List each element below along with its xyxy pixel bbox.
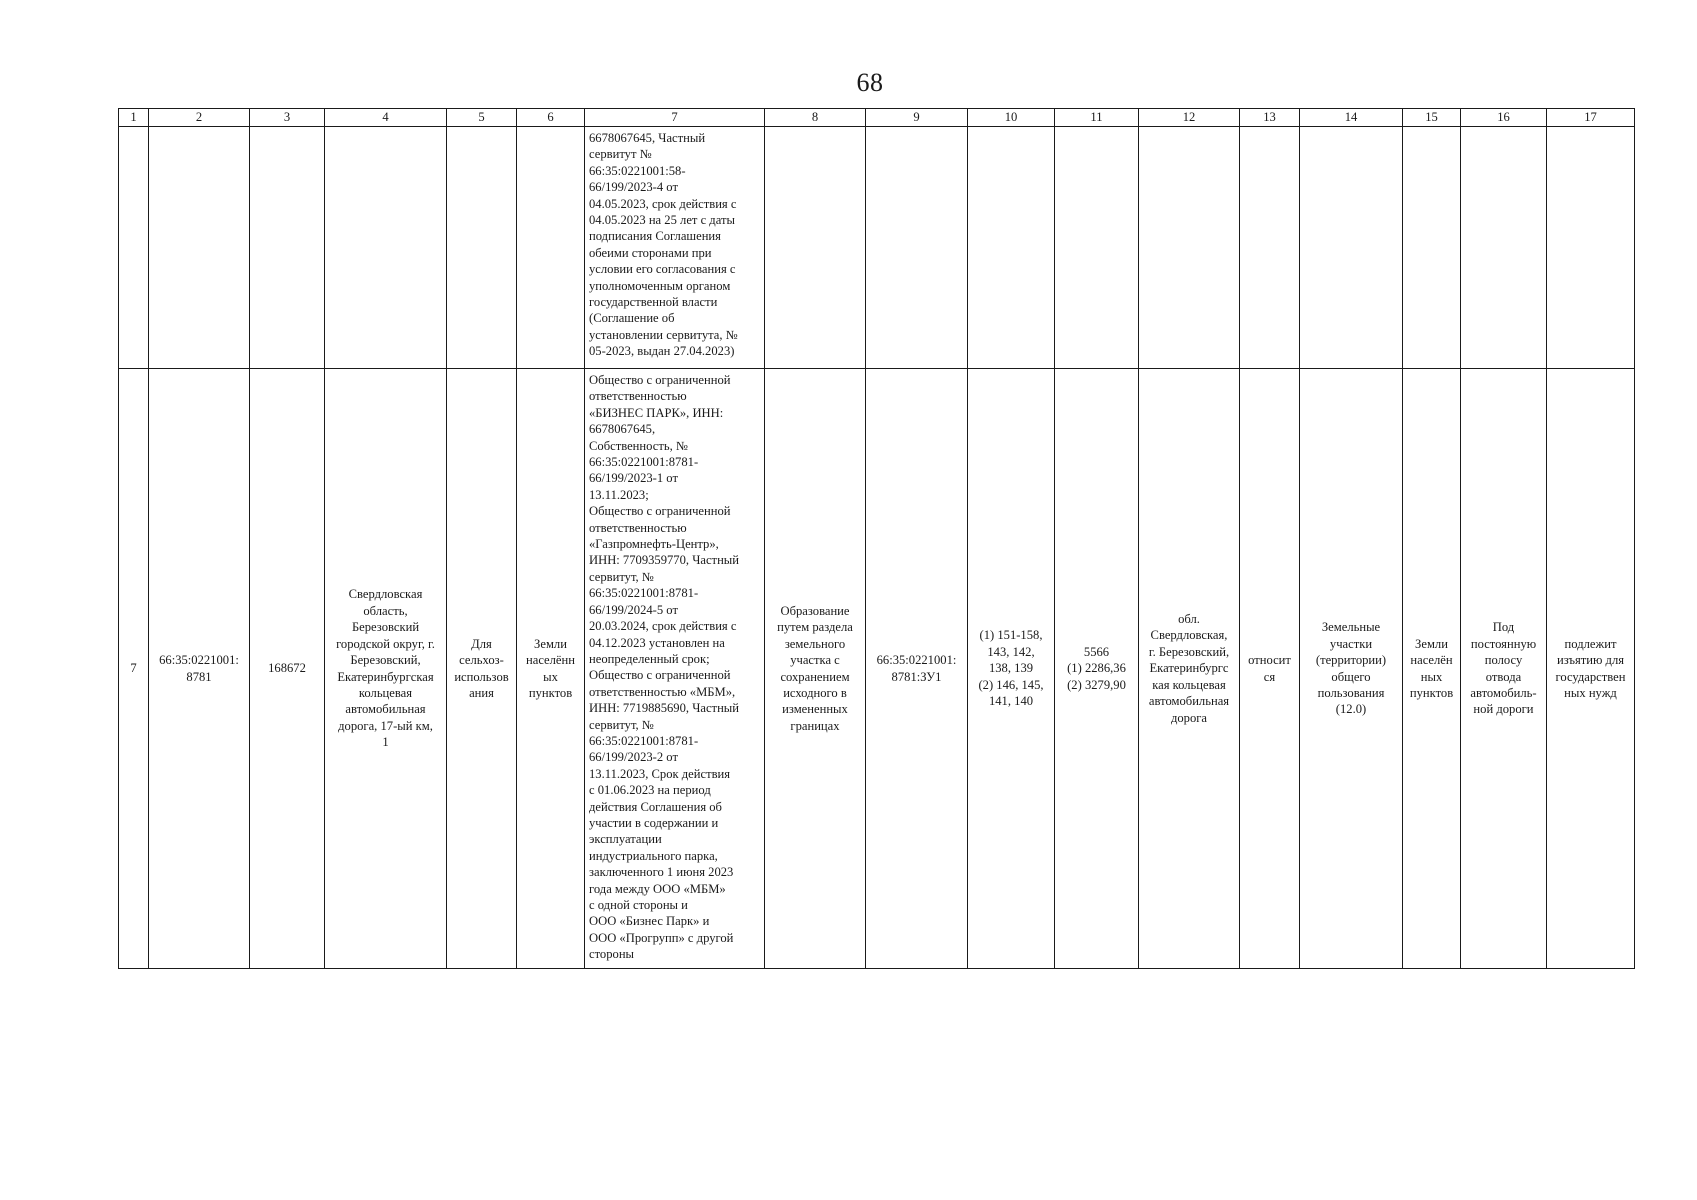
new-category-text: Земли населён ных пунктов — [1409, 636, 1454, 700]
cell-empty — [119, 127, 149, 369]
header-cell-10: 10 — [968, 109, 1055, 127]
page-number: 68 — [856, 68, 884, 97]
new-area-text: 5566 (1) 2286,36 (2) 3279,90 — [1067, 644, 1126, 692]
header-cell-13: 13 — [1240, 109, 1300, 127]
header-cell-8: 8 — [765, 109, 866, 127]
permitted-use-cell — [447, 369, 517, 969]
new-use-cell — [1300, 369, 1403, 969]
new-use-text: Земельные участки (территории) общего пользования (12.0) — [1315, 620, 1387, 717]
header-cell-11: 11 — [1055, 109, 1139, 127]
purpose-cell — [1461, 369, 1547, 969]
cell-empty — [1240, 127, 1300, 369]
land-register-table — [118, 108, 1635, 969]
cell-empty — [968, 127, 1055, 369]
address-cell — [325, 369, 447, 969]
formation-method-cell — [765, 369, 866, 969]
rights-holders-text: Общество с ограниченной ответственностью «БИЗНЕС ПАРК», ИНН: 6678067645, Собственность, № 66:35:0221001:8781- 66/199/2023-1 от 13.11.2023; Общество с ограниченной ответственностью «Газпромнефть-Центр», ИНН: 7709359770, Частный сервитут, № 66:35:0221001:8781- 66/199/2024-5 от 20.03.2024, срок действия с 04.12.2023 установлен на неопределенный срок; Общество с ограниченной ответственностью «МБМ», ИНН: 7719885690, Частный сервитут, № 66:35:0221001:8781- 66/199/2023-2 от 13.11.2023, Срок действия с 01.06.2023 на период действия Соглашения об участии в содержании и эксплуатации индустриального парка, заключенного 1 июня 2023 года между ООО «МБМ» с одной стороны и ООО «Бизнес Парк» и ООО «Прогрупп» с другой стороны — [589, 373, 740, 962]
header-cell-16: 16 — [1461, 109, 1547, 127]
rights-holders-cell-continued — [585, 127, 765, 369]
note-text: подлежит изъятию для государствен ных нужд — [1555, 636, 1626, 700]
permitted-use-text: Для сельхоз- использов ания — [454, 636, 509, 700]
header-row — [119, 109, 1635, 127]
header-cell-14: 14 — [1300, 109, 1403, 127]
points-cell — [968, 369, 1055, 969]
purpose-text: Под постоянную полосу отвода автомобиль- ной дороги — [1470, 620, 1537, 717]
cell-empty — [866, 127, 968, 369]
new-area-cell — [1055, 369, 1139, 969]
header-cell-2: 2 — [149, 109, 250, 127]
cell-empty — [250, 127, 325, 369]
cell-empty — [765, 127, 866, 369]
relation-cell — [1240, 369, 1300, 969]
table-row-continued — [119, 127, 1635, 369]
cadastral-number-cell — [149, 369, 250, 969]
header-cell-3: 3 — [250, 109, 325, 127]
cell-empty — [1055, 127, 1139, 369]
header-cell-12: 12 — [1139, 109, 1240, 127]
cell-empty — [1300, 127, 1403, 369]
area-value: 168672 — [268, 661, 306, 676]
cell-empty — [1403, 127, 1461, 369]
points-text: (1) 151-158, 143, 142, 138, 139 (2) 146, 145, 141, 140 — [978, 628, 1044, 709]
cell-empty — [517, 127, 585, 369]
header-cell-4: 4 — [325, 109, 447, 127]
header-cell-7: 7 — [585, 109, 765, 127]
rights-holders-text: 6678067645, Частный сервитут № 66:35:0221001:58- 66/199/2023-4 от 04.05.2023, срок действия с 04.05.2023 на 25 лет с даты подписания Соглашения обеими сторонами при условии его согласования с уполномоченным органом государственной власти (Соглашение об установлении сервитута, № 05-2023, выдан 27.04.2023) — [589, 131, 738, 359]
new-address-text: обл. Свердловская, г. Березовский, Екатеринбургс кая кольцевая автомобильная дорога — [1148, 612, 1230, 725]
cell-empty — [1461, 127, 1547, 369]
land-category-cell — [517, 369, 585, 969]
header-cell-6: 6 — [517, 109, 585, 127]
new-address-cell — [1139, 369, 1240, 969]
cell-empty — [1139, 127, 1240, 369]
land-category-text: Земли населённ ых пунктов — [525, 636, 576, 700]
new-plot-number-cell — [866, 369, 968, 969]
formation-method-text: Образование путем раздела земельного участка с сохранением исходного в измененных границах — [777, 603, 853, 733]
cell-empty — [149, 127, 250, 369]
header-cell-17: 17 — [1547, 109, 1635, 127]
new-plot-number: 66:35:0221001: 8781:ЗУ1 — [876, 653, 957, 684]
new-category-cell — [1403, 369, 1461, 969]
table-row — [119, 369, 1635, 969]
cell-empty — [325, 127, 447, 369]
area-cell — [250, 369, 325, 969]
header-cell-5: 5 — [447, 109, 517, 127]
note-cell — [1547, 369, 1635, 969]
row-number: 7 — [130, 661, 137, 676]
cadastral-number: 66:35:0221001: 8781 — [159, 653, 239, 684]
header-cell-1: 1 — [119, 109, 149, 127]
address-text: Свердловская область, Березовский городской округ, г. Березовский, Екатеринбургская кольцевая автомобильная дорога, 17-ый км, 1 — [336, 587, 435, 750]
header-cell-9: 9 — [866, 109, 968, 127]
row-number-cell — [119, 369, 149, 969]
cell-empty — [1547, 127, 1635, 369]
cell-empty — [447, 127, 517, 369]
header-cell-15: 15 — [1403, 109, 1461, 127]
rights-holders-cell — [585, 369, 765, 969]
relation-text: относит ся — [1248, 653, 1291, 684]
